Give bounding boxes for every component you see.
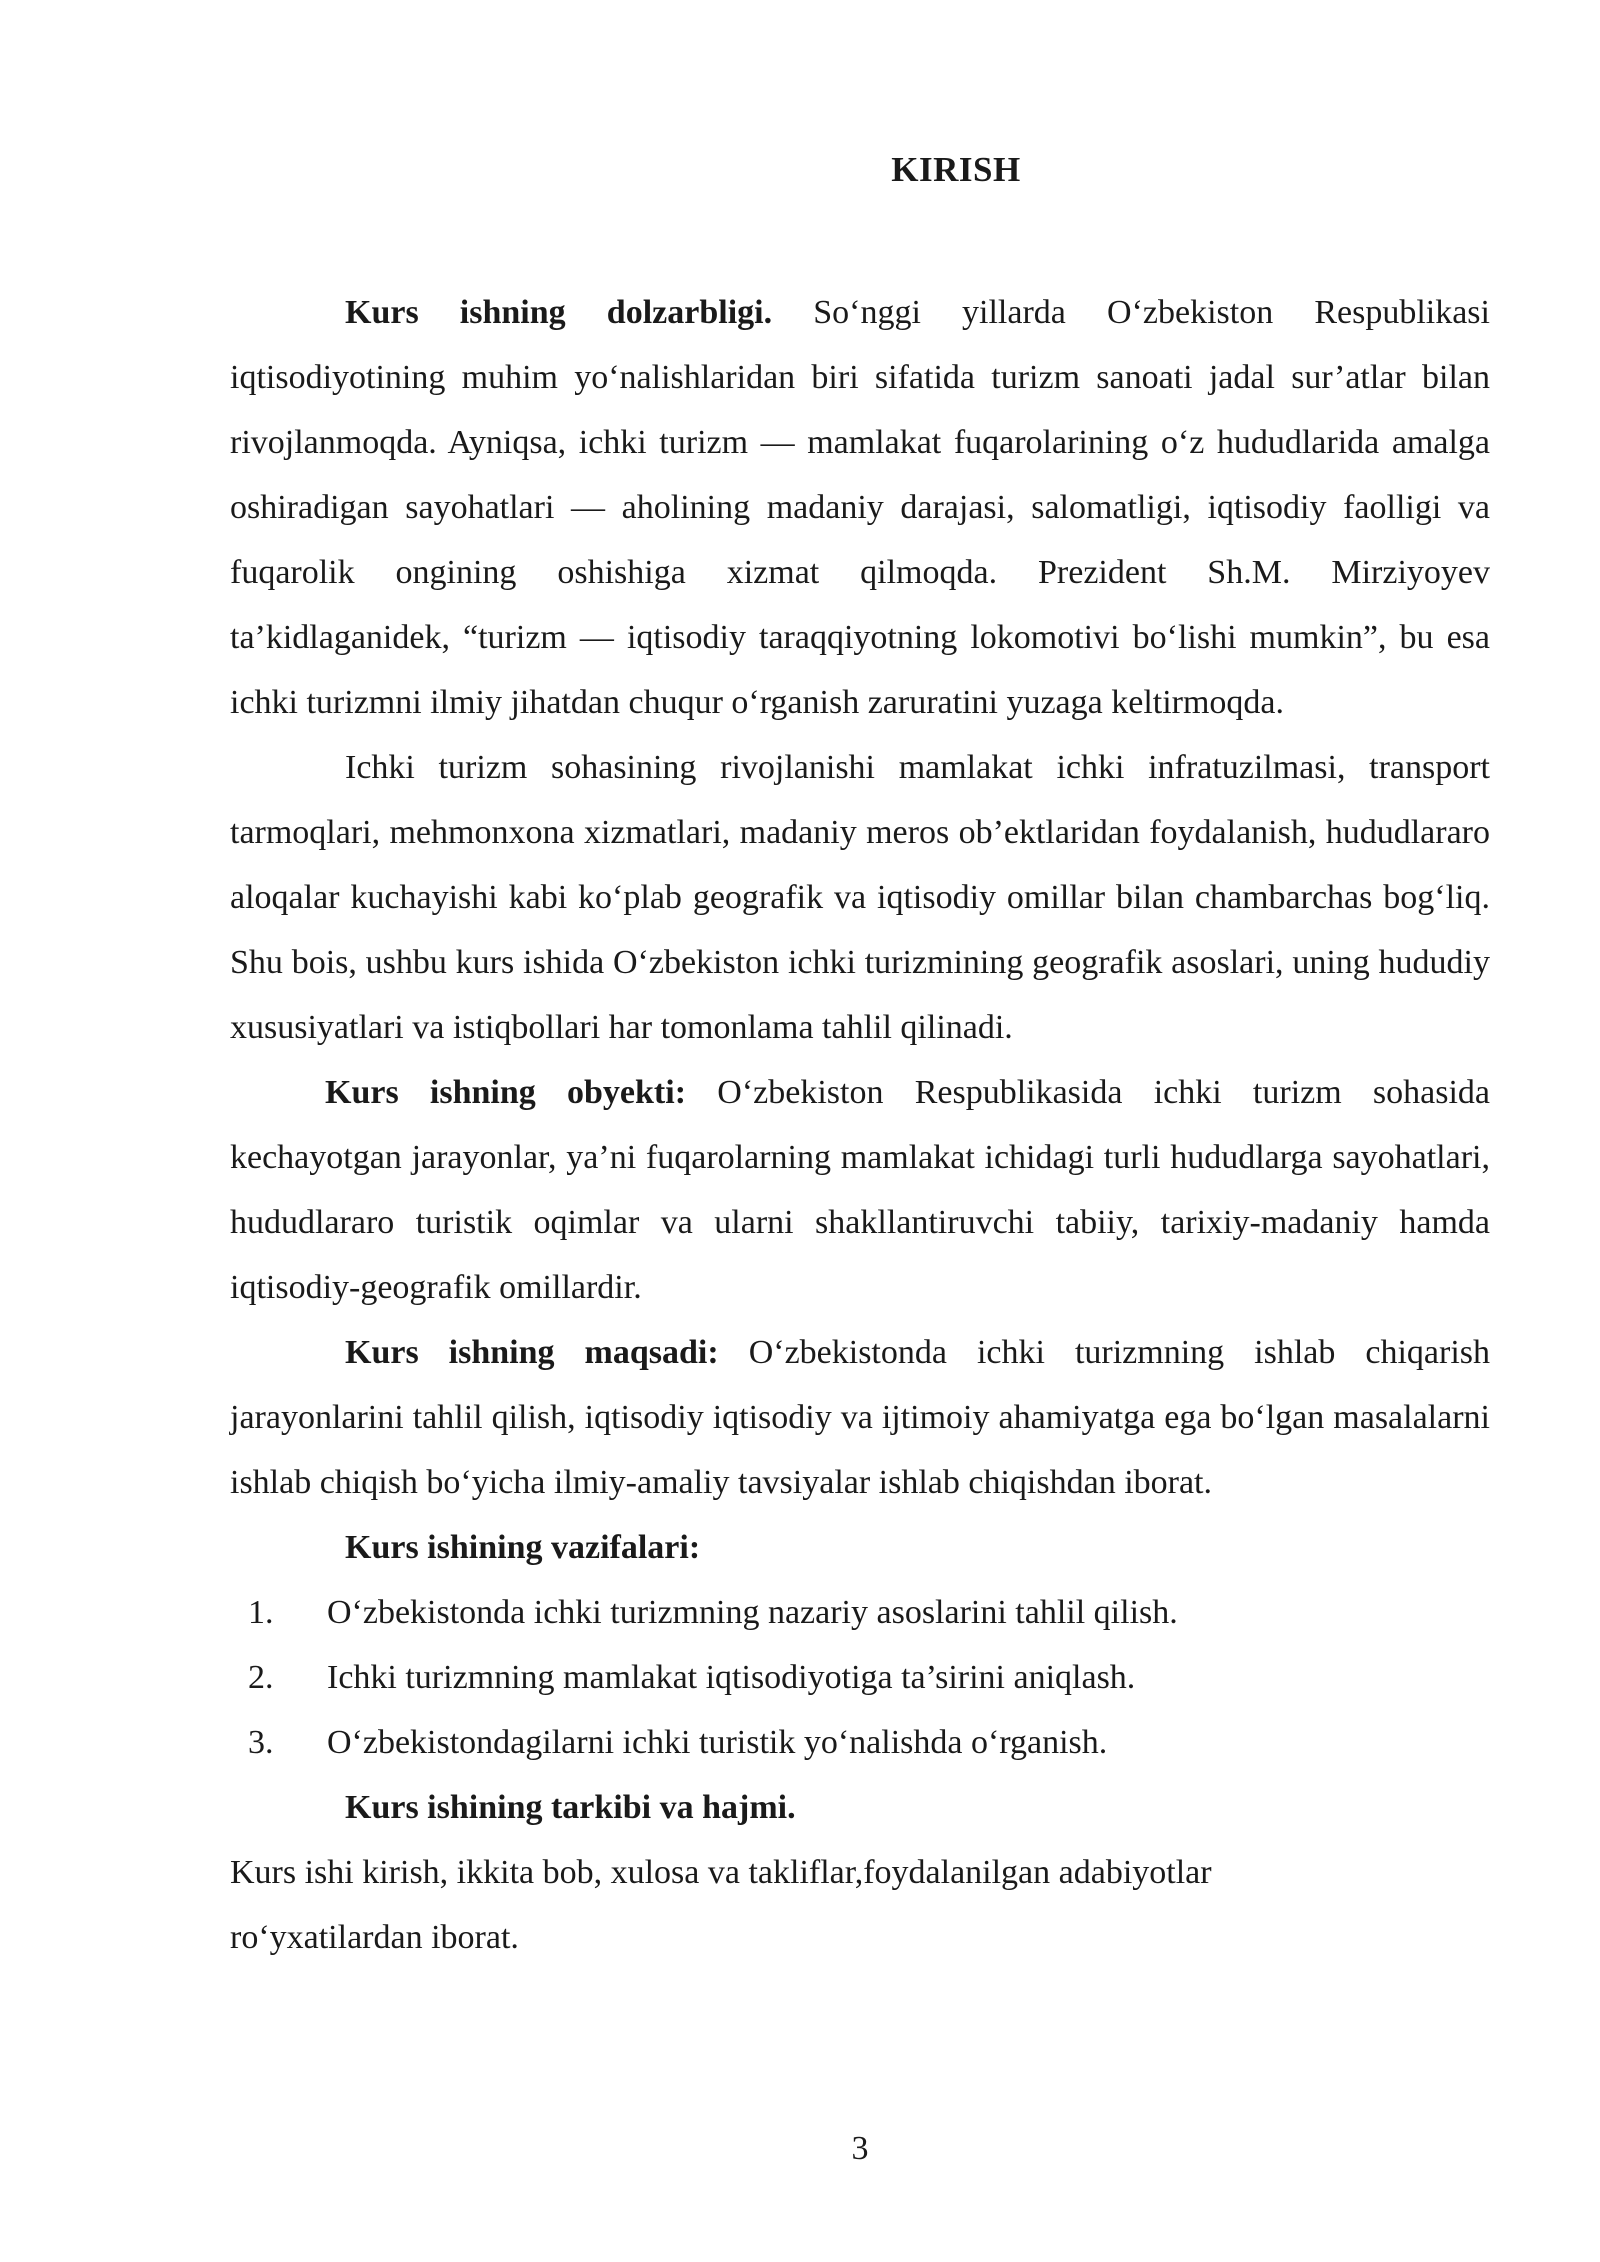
structure-text: Kurs ishi kirish, ikkita bob, xulosa va takliflar,foydalanilgan adabiyotlar ro‘yxatilardan iborat. (230, 1854, 1212, 1956)
object-paragraph (230, 1060, 1490, 1320)
goal-label: Kurs ishning maqsadi: (345, 1334, 719, 1371)
list-item (230, 1710, 1490, 1775)
list-item (230, 1580, 1490, 1645)
goal-text: O‘zbekistonda ichki turizmning ishlab chiqarish jarayonlarini tahlil qilish, iqtisodiy iqtisodiy va ijtimoiy ahamiyatga ega bo‘lgan masalalarni ishlab chiqish bo‘yicha ilmiy-amaliy tavsiyalar ishlab chiqishdan iborat. (230, 1334, 1491, 1501)
page-number: 3 (851, 2130, 869, 2167)
document-body (230, 280, 1490, 1970)
tasks-heading: Kurs ishining vazifalari: (345, 1529, 701, 1566)
list-item-number: 3. (248, 1724, 274, 1761)
relevance-paragraph (230, 280, 1490, 735)
list-item-number: 1. (248, 1594, 274, 1631)
relevance-text: So‘nggi yillarda O‘zbekiston Respublikasi iqtisodiyotining muhim yo‘nalishlaridan biri sifatida turizm sanoati jadal sur’atlar bilan rivojlanmoqda. Ayniqsa, ichki turizm — mamlakat fuqarolarining o‘z hududlarida amalga oshiradigan sayohatlari — aholining madaniy darajasi, salomatligi, iqtisodiy faolligi va fuqarolik ongining oshishiga xizmat qilmoqda. Prezident Sh.M. Mirziyoyev ta’kidlaganidek, “turizm — iqtisodiy taraqqiyotning lokomotivi bo‘lishi mumkin”, bu esa ichki turizmni ilmiy jihatdan chuqur o‘rganish zaruratini yuzaga keltirmoqda. (230, 294, 1490, 721)
goal-paragraph (230, 1320, 1490, 1515)
list-item-text: O‘zbekistonda ichki turizmning nazariy asoslarini tahlil qilish. (327, 1594, 1178, 1631)
object-label: Kurs ishning obyekti: (325, 1074, 687, 1111)
structure-heading: Kurs ishining tarkibi va hajmi. (345, 1789, 796, 1826)
relevance-label: Kurs ishning dolzarbligi. (345, 294, 773, 331)
tasks-list (230, 1580, 1490, 1775)
list-item-text: Ichki turizmning mamlakat iqtisodiyotiga ta’sirini aniqlash. (327, 1659, 1136, 1696)
page-heading: KIRISH (891, 150, 1021, 189)
list-item-number: 2. (248, 1659, 274, 1696)
list-item-text: O‘zbekistondagilarni ichki turistik yo‘nalishda o‘rganish. (327, 1724, 1108, 1761)
object-text: O‘zbekiston Respublikasida ichki turizm sohasida kechayotgan jarayonlar, ya’ni fuqarolarning mamlakat ichidagi turli hududlarga sayohatlari, hududlararo turistik oqimlar va ularni shakllantiruvchi tabiiy, tarixiy-madaniy hamda iqtisodiy-geografik omillardir. (230, 1074, 1491, 1306)
development-paragraph: Ichki turizm sohasining rivojlanishi mamlakat ichki infratuzilmasi, transport tarmoqlari, mehmonxona xizmatlari, madaniy meros ob’ektlaridan foydalanish, hududlararo aloqalar kuchayishi kabi ko‘plab geografik va iqtisodiy omillar bilan chambarchas bog‘liq. Shu bois, ushbu kurs ishida O‘zbekiston ichki turizmining geografik asoslari, uning hududiy xususiyatlari va istiqbollari har tomonlama tahlil qilinadi. (230, 749, 1490, 1046)
list-item (230, 1645, 1490, 1710)
